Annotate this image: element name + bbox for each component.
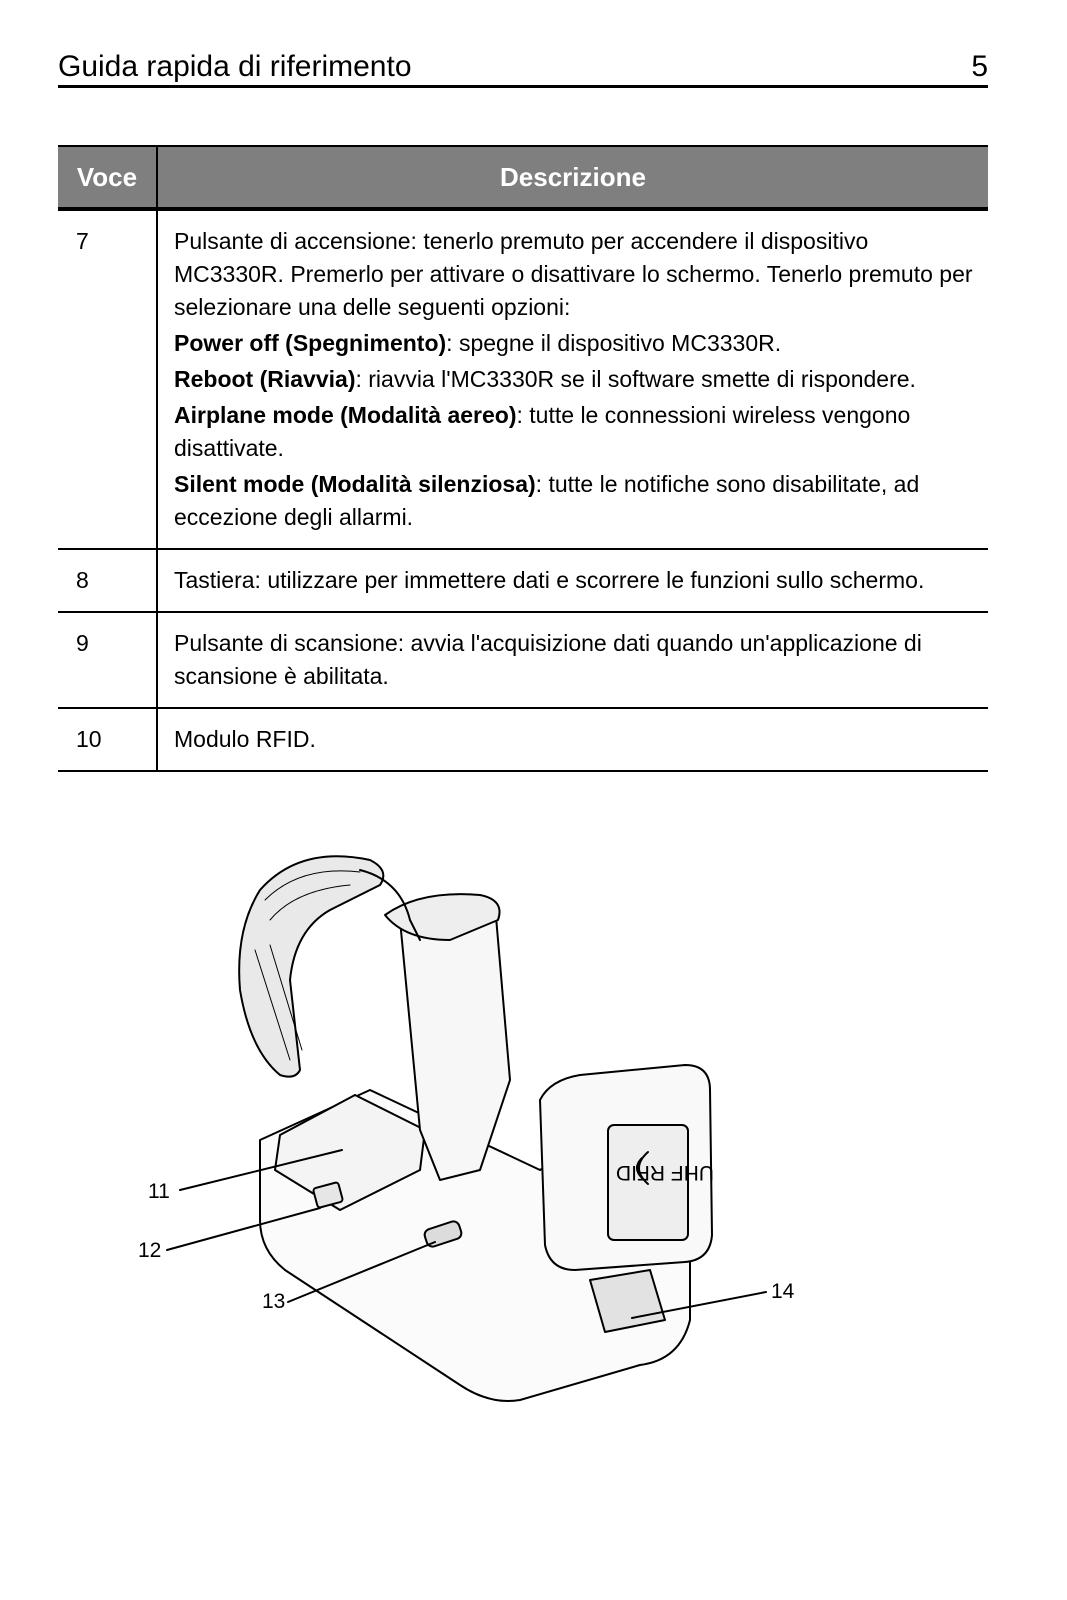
page-header xyxy=(58,48,988,88)
item-number: 7 xyxy=(58,209,157,549)
item-number: 10 xyxy=(58,708,157,771)
option-text: : tutte le connessioni wireless vengono disattivate. xyxy=(174,402,911,461)
table-row xyxy=(58,209,988,549)
callout-14: 14 xyxy=(771,1280,795,1303)
option-airplane-mode xyxy=(174,399,978,465)
option-term: Power off (Spegnimento) xyxy=(174,330,447,356)
item-description xyxy=(157,209,988,549)
option-reboot xyxy=(174,363,978,396)
option-text: : tutte le notifiche sono disabilitate, ad eccezione degli allarmi. xyxy=(174,471,920,530)
column-header-voce: Voce xyxy=(58,146,157,209)
page-number: 5 xyxy=(971,50,988,83)
item-description: Modulo RFID. xyxy=(157,708,988,771)
callout-12: 12 xyxy=(138,1239,162,1262)
option-text: : spegne il dispositivo MC3330R. xyxy=(446,330,782,356)
item-number: 9 xyxy=(58,612,157,708)
item-description-table xyxy=(58,145,988,772)
power-button-intro: Pulsante di accensione: tenerlo premuto per accendere il dispositivo MC3330R. Premerlo per attivare o disattivare lo schermo. Tenerlo premuto per selezionare una delle seguenti opzioni: xyxy=(174,228,973,320)
option-term: Airplane mode (Modalità aereo) xyxy=(174,402,517,428)
option-silent-mode xyxy=(174,468,978,534)
item-description: Pulsante di scansione: avvia l'acquisizione dati quando un'applicazione di scansione è abilitata. xyxy=(157,612,988,708)
callout-11: 11 xyxy=(148,1180,170,1203)
page-title: Guida rapida di riferimento xyxy=(58,50,412,83)
table-header-row xyxy=(58,146,988,209)
option-text: : riavvia l'MC3330R se il software smette di rispondere. xyxy=(355,366,916,392)
callout-13: 13 xyxy=(262,1290,286,1313)
hand-strap xyxy=(239,856,383,1076)
device-illustration xyxy=(120,840,840,1420)
rfid-module-label: UHF RFID xyxy=(616,1161,714,1184)
table-row xyxy=(58,549,988,612)
item-description: Tastiera: utilizzare per immettere dati e scorrere le funzioni sullo schermo. xyxy=(157,549,988,612)
column-header-descrizione: Descrizione xyxy=(157,146,988,209)
item-number: 8 xyxy=(58,549,157,612)
option-power-off xyxy=(174,327,978,360)
device-line-drawing xyxy=(120,840,840,1420)
table-row xyxy=(58,708,988,771)
option-term: Reboot (Riavvia) xyxy=(174,366,356,392)
option-term: Silent mode (Modalità silenziosa) xyxy=(174,471,536,497)
table-row xyxy=(58,612,988,708)
